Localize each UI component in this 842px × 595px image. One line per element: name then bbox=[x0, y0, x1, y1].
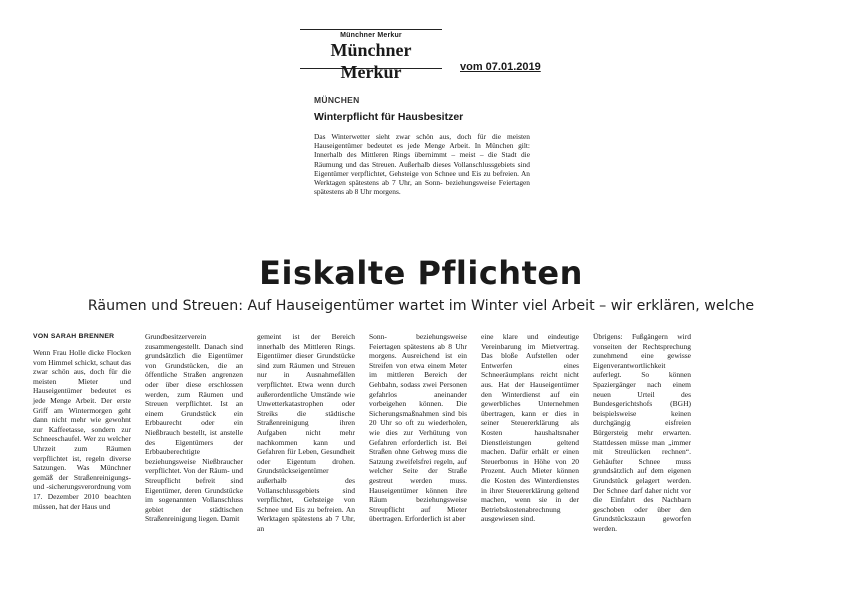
article-byline: VON SARAH BRENNER bbox=[33, 333, 115, 340]
masthead-small-title: Münchner Merkur bbox=[340, 32, 402, 39]
article-column-4: Sonn- beziehungsweise Feiertagen spätestens ab 8 Uhr morgens. Ausreichend ist ein Streifen von etwa einem Meter im mittleren Bereich der Gehbahn, sodass zwei Personen gefahrlos aneinander vorbeigehen können. Die Sicherungsmaßnahmen sind bis 20 Uhr so oft zu wiederholen, wie dies zur Verhütung von Gefahren erforderlich ist. Bei Straßen ohne Gehweg muss die Satzung zweifelsfrei regeln, auf welcher Seite der Straße gestreut werden muss. Hauseigentümer können ihre Räum beziehungsweise Streupflicht auf Mieter übertragen. Erforderlich ist aber bbox=[369, 332, 467, 524]
article-column-3: gemeint ist der Bereich innerhalb des Mittleren Rings. Eigentümer dieser Grundstücke sind zum Räumen und Streuen nur in Ausnahmefällen verpflichtet. Etwa wenn durch außerordentliche Umstände wie Unwetterkatastrophen oder Streiks die städtische Straßenreinigung ihren Aufgaben nicht mehr nachkommen kann und Gefahren für Leben, Gesundheit oder Eigentum drohen. Grundstückseigentümer außerhalb des Vollanschlussgebiets sind verpflichtet, Gehsteige von Schnee und Eis zu befreien. An Werktagen spätestens ab 7 Uhr, an bbox=[257, 332, 355, 533]
publication-date: vom 07.01.2019 bbox=[460, 61, 541, 73]
article-column-2: Grundbesitzerverein zusammengestellt. Danach sind grundsätzlich die Eigentümer von Grundstücken, die an öffentliche Straßen angrenzen oder über diese erschlossen werden, zum Räumen und Streuen verpflichtet. Ist an einem Grundstück ein Erbbaurecht oder ein Nießbrauch bestellt, ist anstelle des Eigentümers der Erbbauberechtigte beziehungsweise Nießbraucher verpflichtet. Von der Räum- und Streupflicht befreit sind Eigentümer, deren Grundstücke im sogenannten Vollanschluss gebiet der städtischen Straßenreinigung liegen. Damit bbox=[145, 332, 243, 524]
article-headline: Eiskalte Pflichten bbox=[259, 254, 583, 292]
teaser-kicker: MÜNCHEN bbox=[314, 95, 360, 105]
teaser-title: Winterpflicht für Hausbesitzer bbox=[314, 111, 464, 123]
teaser-body: Das Winterwetter sieht zwar schön aus, doch für die meisten Hauseigentümer bedeutet es jede Menge Arbeit. In München gilt: Innerhalb des Mittleren Rings übernimmt – meist – die Stadt die Räumung und das Streuen. Außerhalb dieses Vollanschlussgebiets sind Eigentümer verpflichtet, Gehsteige von Schnee und Eis zu befreien. An Werktagen spätestens ab 7 Uhr, an Sonn- beziehungsweise Feiertagen spätestens ab 8 Uhr morgens. bbox=[314, 132, 530, 197]
article-column-5: eine klare und eindeutige Vereinbarung im Mietvertrag. Das bloße Aufstellen oder Entwerfen eines Schneeräumplans reicht nicht aus. Hat der Hauseigentümer den Winterdienst auf ein gewerbliches Unternehmen übertragen, kann er dies in seiner Steuererklärung als Kosten haushaltsnaher Dienstleistungen geltend machen. Dafür erhält er einen Steuerbonus in Höhe von 20 Prozent. Auch Mieter können die Kosten des Winterdienstes in ihrer Steuererklärung geltend machen, wenn sie in der Betriebskostenabrechnung ausgewiesen sind. bbox=[481, 332, 579, 524]
masthead-title: Münchner Merkur bbox=[330, 40, 412, 82]
newspaper-masthead bbox=[300, 29, 442, 82]
teaser-box bbox=[314, 95, 530, 196]
article-subheadline: Räumen und Streuen: Auf Hauseigentümer wartet im Winter viel Arbeit – wir erklären, welche bbox=[87, 298, 755, 314]
article-column-6: Übrigens: Fußgängern wird vonseiten der Rechtsprechung zunehmend eine gewisse Eigenverantwortlichkeit auferlegt. So können Spaziergänger nach einem neuen Urteil des Bundesgerichtshofs (BGH) beispielsweise keinen durchgängig eisfreien Bürgersteig mehr erwarten. Stattdessen müsse man „immer mit Streulücken rechnen“. Gehäufter Schnee muss grundsätzlich auf dem eigenen Grundstück gelagert werden. Der Schnee darf daher nicht vor die Einfahrt des Nachbarn geschoben oder über den Grundstückszaun geworfen werden. bbox=[593, 332, 691, 533]
article-column-1: Wenn Frau Holle dicke Flocken vom Himmel schickt, schaut das zwar schön aus, doch für die meisten Mieter und Hauseigentümer bedeutet es jede Menge Arbeit. Der erste Griff am Wintermorgen geht dann nicht mehr wie gewohnt zur Kaffeetasse, sondern zur Schneeschaufel. Wer zu welcher Uhrzeit zum Räumen verpflichtet ist, regeln diverse Satzungen. Was Münchner gemäß der Straßenreinigungs- und -sicherungsverordnung vom 17. Dezember 2010 beachten müssen, hat der Haus und bbox=[33, 348, 131, 511]
